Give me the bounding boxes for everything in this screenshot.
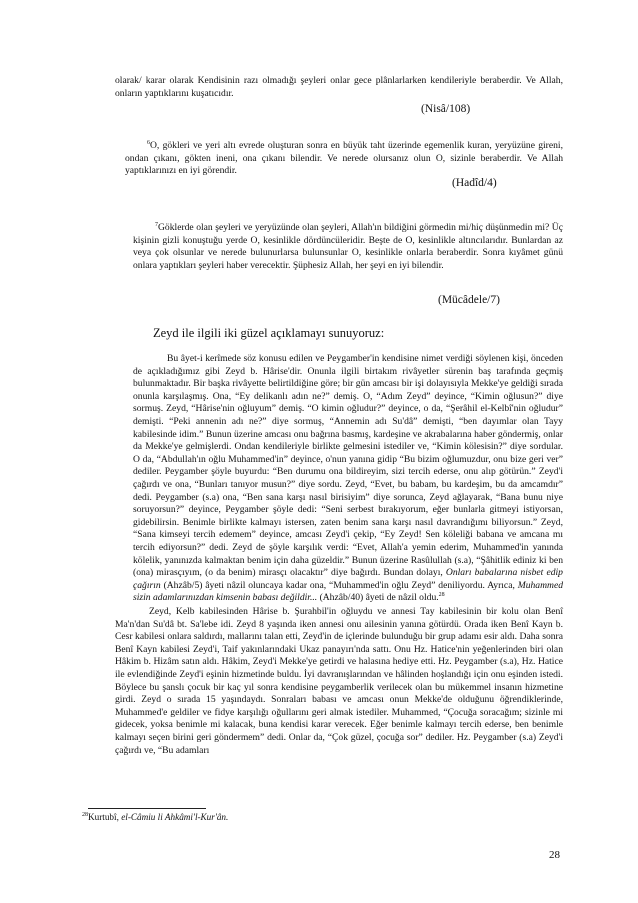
body-text-1: Bu âyet-i kerîmede söz konusu edilen ve Peygamber'in kendisine nimet verdiği söylenen kişi, önceden de açıkladığımız gibi Zeyd b. Hârise'dir. Onunla ilgili birtakım rivâyetler sürenin baş tarafında geçmiş bulunmaktadır. Bir başka rivâyette belirtildiğine göre; bir gün amcası bir işi dolayısıyla Mekke'ye geldiği sırada onunla karşılaşmış. Ona, “Ey delikanlı adın ne?” demiş. O, “Adım Zeyd” deyince, “Kimin oğlusun?” diye sormuş. Zeyd, “Hârise'nin oğluyum” demiş. “O kimin oğludur?” deyince, o da, “Şerâhil el-Kelbî'nin oğludur” demişti. “Peki annenin adı ne?” diye sormuş, “Annemin adı Su'dâ” demişti, “ben dayımlar olan Tayy kabilesinde idim.” Bunun üzerine amcası onu bağrına basmış, kardeşine ve akrabalarına haber göndermiş, onlar da Mekke'ye gelmişlerdi. Ondan kendileriyle birlikte gelmesini istediler ve, “Kimin kölesisin?” diye sordular. O da, “Abdullah'ın oğlu Muhammed'in” deyince, o'nun yanına gidip “Bu bizim oğlumuzdur, onu bize geri ver” dediler. Peygamber şöyle buyurdu: “Ben durumu ona bildireyim, sizi tercih ederse, onu alıp götürün.” Zeyd'i çağırdı ve ona, “Bunları tanıyor musun?” diye sordu. Zeyd, “Evet, bu babam, bu kardeşim, bu da amcamdır” dedi. Peygamber (s.a) ona, “Ben sana karşı nasıl birisiyim” diye sorunca, Zeyd ağlayarak, “Bana bunu niye soruyorsun?” deyince, Peygamber şöyle dedi: “Seni serbest bırakıyorum, eğer bunlarla gitmeyi istiyorsan, gidebilirsin. Benimle birlikte kalmayı istersen, zaten benim sana karşı nasıl davrandığımı biliyorsun.” Zeyd, “Sana kimseyi tercih edemem” deyince, amcası Zeyd'i çekip, “Ey Zeyd! Sen köleliği babana ve amcana mı tercih ediyorsun?” dedi. Zeyd de şöyle karşılık verdi: “Evet, Allah'a yemin ederim, Muhammed'in yanında kölelik, yanınızda kalmaktan benim için daha güzeldir.” Bunun üzerine Rasûlullah (s.a), “Şâhitlik ediniz ki ben (ona) mirasçıyım, (o da benim) mirasçı olacaktır” diye bağırdı. Bundan dolayı, Onları babalarına nisbet edip çağırın (Ahzâb/5) âyeti nâzil oluncaya kadar ona, “Muhammed'in oğlu Zeyd” deniliyordu. Ayrıca, Muhammed sizin adamlarınızdan kimsenin babası değildir... (Ahzâb/40) âyeti de nâzil oldu.$^{28}$ [133,353,563,604]
verse-marker-6: 6 [147,139,150,146]
body-paragraph-2 [115,606,563,757]
page-number: 28 [549,849,560,861]
citation-mucadele: (Mücâdele/7) [438,294,500,306]
footnote-divider [88,808,206,809]
citation-hadid: (Hadîd/4) [452,177,497,189]
body-paragraph-1 [133,353,563,605]
quote-block-1 [115,75,563,100]
section-heading: Zeyd ile ilgili iki güzel açıklamayı sunuyoruz: [153,326,385,340]
footnote-28: $^{28}$Kurtubî, el-Câmiu li Ahkâmi'l-Kur'ân. [82,811,229,822]
citation-nisa: (Nisâ/108) [421,103,471,115]
quote-block-3 [133,222,563,272]
quote-block-2 [125,140,563,178]
verse-marker-7: 7 [155,221,158,228]
italic-verse-1: Onları babalarına nisbet edip çağırın [133,567,563,591]
footnote-ref-28: 28 [438,592,445,599]
quote-text-2: $^6$O, gökleri ve yeri altı evrede oluşturan sonra en büyük taht üzerinde egemenlik kuran, yeryüzüne gireni, ondan çıkanı, gökten ineni, ona çıkanı bilendir. Ve nerede olursanız olun O, sizinle beraberdir. Ve Allah yaptıklarınızı en iyi görendir. [125,139,563,177]
body-text-2: Zeyd, Kelb kabilesinden Hârise b. Şurahbil'in oğluydu ve annesi Tay kabilesinin bir kolu olan Benî Ma'n'dan Su'dâ bt. Sa'lebe idi. Zeyd 8 yaşında iken annesi onu ailesinin yanına götürdü. Orada iken Benî Kayn b. Cesr kabilesi onlara saldırdı, mallarını talan etti, Zeyd'in de içlerinde bulunduğu bir grup adamı esir aldı. Daha sonra Benî Kayn kabilesi Zeyd'i, Taif yakınlarındaki Ukaz panayırı'nda sattı. Onu Hz. Hatice'nin yeğenlerinden biri olan Hâkim b. Hizâm satın aldı. Hâkim, Zeyd'i Mekke'ye getirdi ve halasına hediye etti. Hz. Peygamber (s.a), Hz. Hatice ile evlendiğinde Zeyd'i eşinin hizmetinde buldu. İyi davranışlarından ve hâlinden hoşlandığı için onu eşinden istedi. Böylece bu şanslı çocuk bir kaç yıl sonra kendisine peygamberlik verilecek olan bu mükemmel insanın hizmetine girdi. Zeyd o sırada 15 yaşındaydı. Sonraları babası ve amcası onun Mekke'de olduğunu öğrendiklerinde, Muhammed'e geldiler ve fidye karşılığı oğullarını geri almak istediler. Muhammed, “Çocuğa soracağım; sizinle mi gidecek, yoksa benimle mi kalacak, buna kendisi karar verecek. Eğer benimle kalmayı tercih ederse, ben benimle kalmayı seçen birini geri göndermem” dedi. Onlar da, “Çok güzel, çocuğa sor” dediler. Hz. Peygamber (s.a) Zeyd'i çağırdı ve, “Bu adamları [115,606,563,756]
italic-verse-2: Muhammed sizin adamlarınızdan kimsenin babası değildir... [133,579,563,604]
quote-text-1: olarak/ karar olarak Kendisinin razı olmadığı şeyleri onlar gece plânlarlarken kendileriyle beraberdir. Ve Allah, onların yaptıklarını kuşatıcıdır. [115,75,563,99]
quote-text-3: $^7$Göklerde olan şeyleri ve yeryüzünde olan şeyleri, Allah'ın bildiğini görmedin mi/hiç düşünmedin mi? Üç kişinin gizli konuştuğu yerde O, kesinlikle dördüncüleridir. Beşte de O, kesinlikle altıncılarıdır. Bunlardan az veya çok olsunlar ve nerede bulunurlarsa bulunsunlar O, kesinlikle onlarla beraberdir. Sonra kıyâmet günü onlara yaptıkları şeyleri haber verecektir. Şüphesiz Allah, her şeyi en iyi bilendir. [133,221,563,271]
